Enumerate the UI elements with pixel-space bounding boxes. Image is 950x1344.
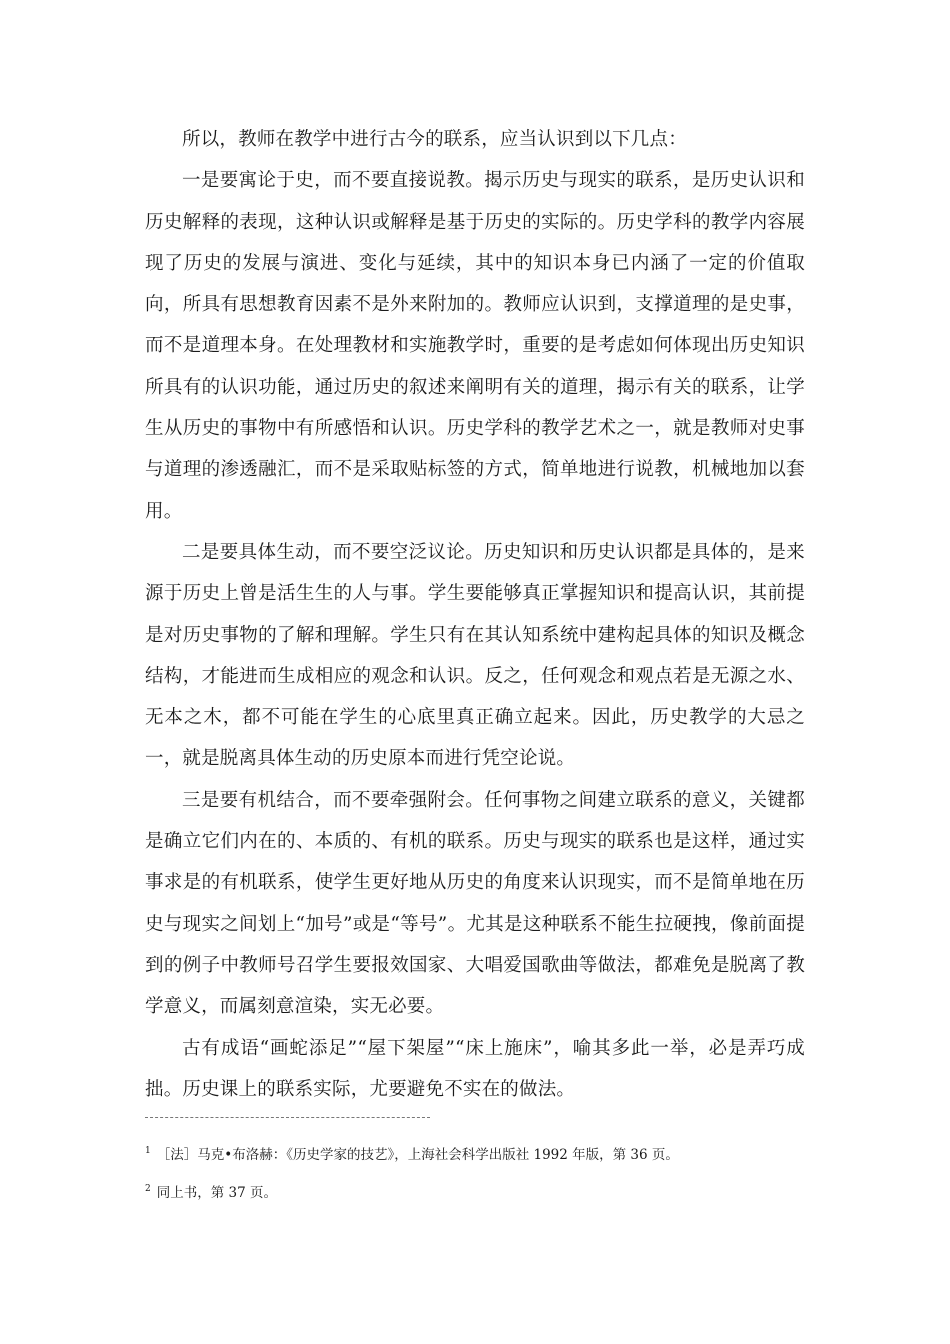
paragraph-point-one: 一是要寓论于史，而不要直接说教。揭示历史与现实的联系，是历史认识和历史解释的表现，这种认识或解释是基于历史的实际的。历史学科的教学内容展现了历史的发展与演进、变化与延续，其中的知识本身已内涵了一定的价值取向，所具有思想教育因素不是外来附加的。教师应认识到，支撑道理的是史事，而不是道理本身。在处理教材和实施教学时，重要的是考虑如何体现出历史知识所具有的认识功能，通过历史的叙述来阐明有关的道理，揭示有关的联系，让学生从历史的事物中有所感悟和认识。历史学科的教学艺术之一，就是教师对史事与道理的渗透融汇，而不是采取贴标签的方式，简单地进行说教，机械地加以套用。 — [145, 170, 805, 522]
body-text — [145, 119, 805, 1110]
paragraph-intro: 所以，教师在教学中进行古今的联系，应当认识到以下几点： — [182, 129, 687, 150]
footnotes — [145, 1140, 805, 1216]
footnote-text: 同上书，第 37 页。 — [156, 1185, 277, 1201]
footnote-1 — [145, 1140, 805, 1166]
footnote-number: 1 — [145, 1146, 151, 1156]
paragraph-point-three: 三是要有机结合，而不要牵强附会。任何事物之间建立联系的意义，关键都是确立它们内在的、本质的、有机的联系。历史与现实的联系也是这样，通过实事求是的有机联系，使学生更好地从历史的角度来认识现实，而不是简单地在历史与现实之间划上“加号”或是“等号”。尤其是这种联系不能生拉硬拽，像前面提到的例子中教师号召学生要报效国家、大唱爱国歌曲等做法，都难免是脱离了教学意义，而属刻意渲染，实无必要。 — [145, 789, 805, 1018]
footnote-text: ［法］马克•布洛赫：《历史学家的技艺》，上海社会科学出版社 1992 年版，第 36 页。 — [156, 1147, 679, 1163]
footnote-number: 2 — [145, 1184, 151, 1194]
footnote-2 — [145, 1178, 805, 1204]
paragraph-point-two: 二是要具体生动，而不要空泛议论。历史知识和历史认识都是具体的，是来源于历史上曾是活生生的人与事。学生要能够真正掌握知识和提高认识，其前提是对历史事物的了解和理解。学生只有在其认知系统中建构起具体的知识及概念结构，才能进而生成相应的观念和认识。反之，任何观念和观点若是无源之水、无本之木，都不可能在学生的心底里真正确立起来。因此，历史教学的大忌之一，就是脱离具体生动的历史原本而进行凭空论说。 — [145, 541, 805, 770]
paragraph-conclusion: 古有成语“画蛇添足”“屋下架屋”“床上施床”，喻其多此一举，必是弄巧成拙。历史课上的联系实际，尤要避免不实在的做法。 — [145, 1037, 805, 1100]
footnote-divider — [145, 1117, 430, 1118]
